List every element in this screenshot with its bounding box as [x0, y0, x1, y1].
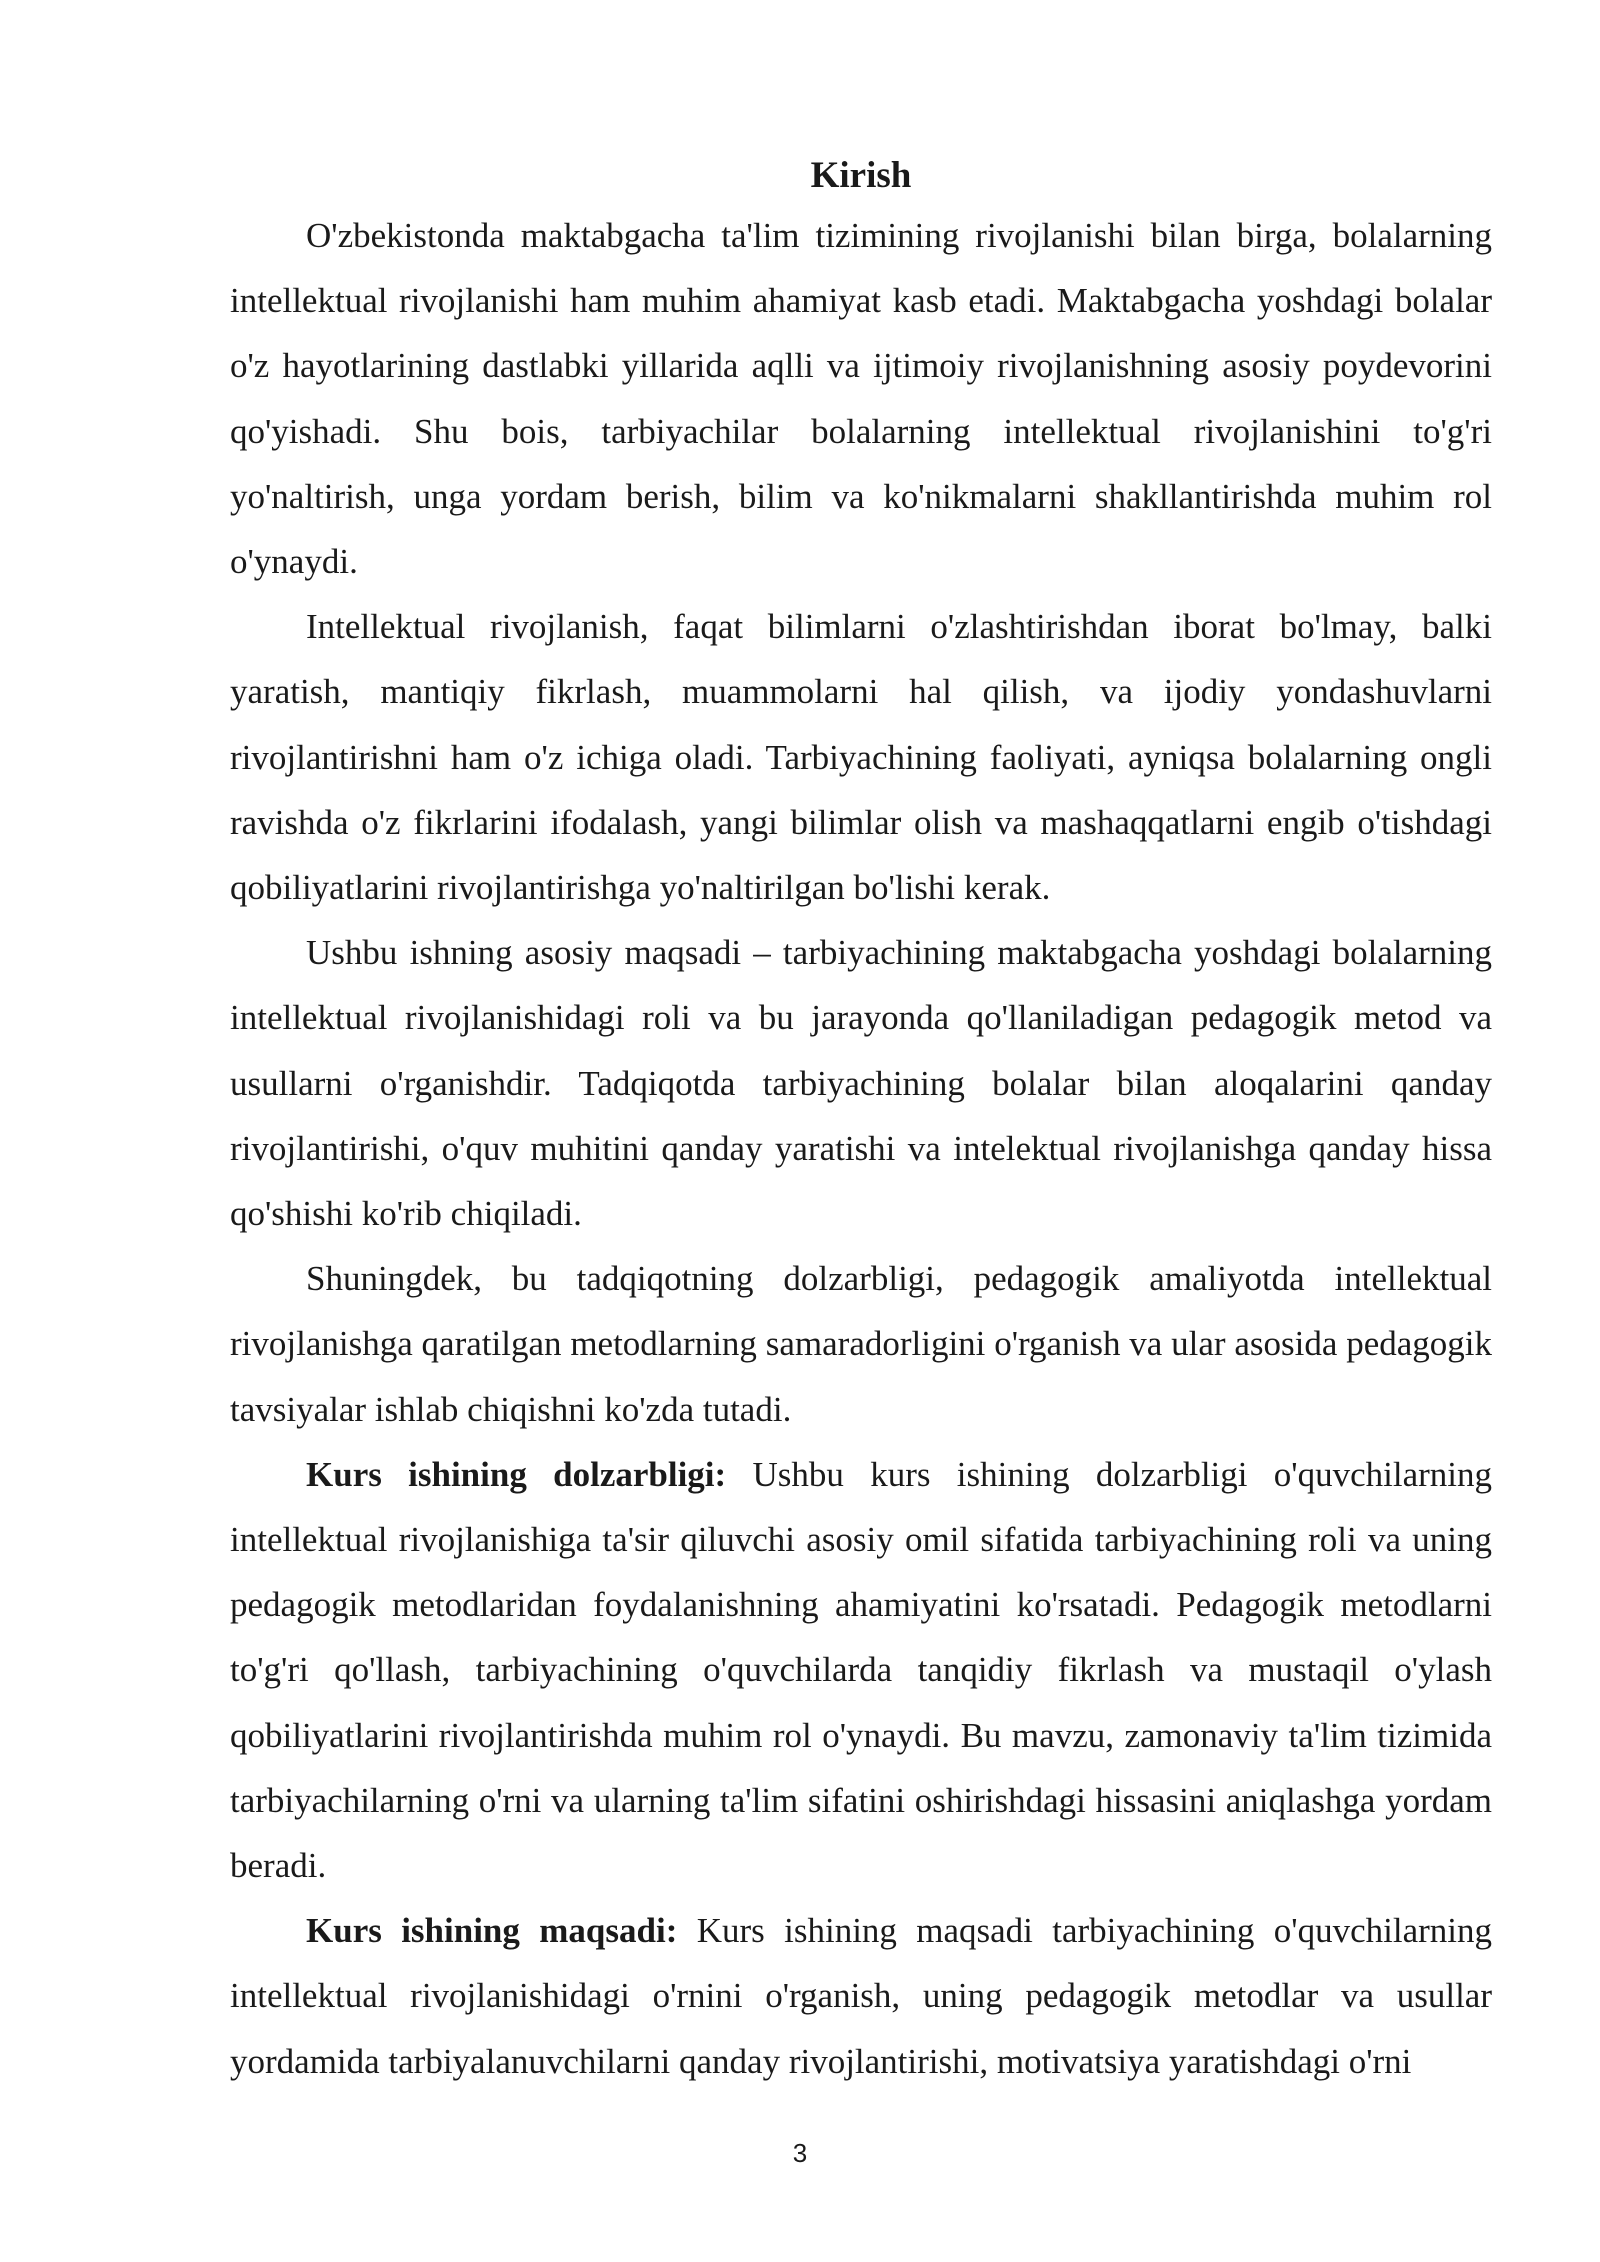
- paragraph-text: Kurs ishining maqsadi tarbiyachining o'quvchilarning intellektual rivojlanishidagi o'rnini o'rganish, uning pedagogik metodlar va usullar yordamida tarbiyalanuvchilarni qanday rivojlantirishi, motivatsiya yaratishdagi o'rni: [230, 1911, 1492, 2081]
- paragraph-intellectual-development: [230, 594, 1492, 920]
- paragraph-lead-label: Kurs ishining maqsadi:: [306, 1911, 678, 1951]
- paragraph-text: Ushbu kurs ishining dolzarbligi o'quvchilarning intellektual rivojlanishiga ta'sir qiluvchi asosiy omil sifatida tarbiyachining roli va uning pedagogik metodlaridan foydalanishning ahamiyatini ko'rsatadi. Pedagogik metodlarni to'g'ri qo'llash, tarbiyachining o'quvchilarda tanqidiy fikrlash va mustaqil o'ylash qobiliyatlarini rivojlantirishda muhim rol o'ynaydi. Bu mavzu, zamonaviy ta'lim tizimida tarbiyachilarning o'rni va ularning ta'lim sifatini oshirishdagi hissasini aniqlashga yordam beradi.: [230, 1454, 1492, 1886]
- section-title: Kirish: [810, 155, 912, 196]
- paragraph-lead-label: Kurs ishining dolzarbligi:: [306, 1454, 727, 1494]
- paragraph-main-goal: [230, 920, 1492, 1246]
- paragraph-text: O'zbekistonda maktabgacha ta'lim tizimining rivojlanishi bilan birga, bolalarning intellektual rivojlanishi ham muhim ahamiyat kasb etadi. Maktabgacha yoshdagi bolalar o'z hayotlarining dastlabki yillarida aqlli va ijtimoiy rivojlanishning asosiy poydevorini qo'yishadi. Shu bois, tarbiyachilar bolalarning intellektual rivojlanishini to'g'ri yo'naltirish, unga yordam berish, bilim va ko'nikmalarni shakllantirishda muhim rol o'ynaydi.: [230, 216, 1492, 582]
- page-content: [230, 148, 1492, 2094]
- paragraph-course-goal: [230, 1898, 1492, 2094]
- page-number: 3: [792, 2138, 808, 2168]
- paragraph-text: Intellektual rivojlanish, faqat bilimlarni o'zlashtirishdan iborat bo'lmay, balki yaratish, mantiqiy fikrlash, muammolarni hal qilish, va ijodiy yondashuvlarni rivojlantirishni ham o'z ichiga oladi. Tarbiyachining faoliyati, ayniqsa bolalarning ongli ravishda o'z fikrlarini ifodalash, yangi bilimlar olish va mashaqqatlarni engib o'tishdagi qobiliyatlarini rivojlantirishga yo'naltirilgan bo'lishi kerak.: [230, 607, 1492, 908]
- paragraph-text: Ushbu ishning asosiy maqsadi – tarbiyachining maktabgacha yoshdagi bolalarning intellektual rivojlanishidagi roli va bu jarayonda qo'llaniladigan pedagogik metod va usullarni o'rganishdir. Tadqiqotda tarbiyachining bolalar bilan aloqalarini qanday rivojlantirishi, o'quv muhitini qanday yaratishi va intelektual rivojlanishga qanday hissa qo'shishi ko'rib chiqiladi.: [230, 933, 1492, 1234]
- paragraph-text: Shuningdek, bu tadqiqotning dolzarbligi, pedagogik amaliyotda intellektual rivojlanishga qaratilgan metodlarning samaradorligini o'rganish va ular asosida pedagogik tavsiyalar ishlab chiqishni ko'zda tutadi.: [230, 1259, 1492, 1429]
- paragraph-intro: [230, 203, 1492, 594]
- paragraph-relevance-note: [230, 1246, 1492, 1442]
- paragraph-course-relevance: [230, 1442, 1492, 1898]
